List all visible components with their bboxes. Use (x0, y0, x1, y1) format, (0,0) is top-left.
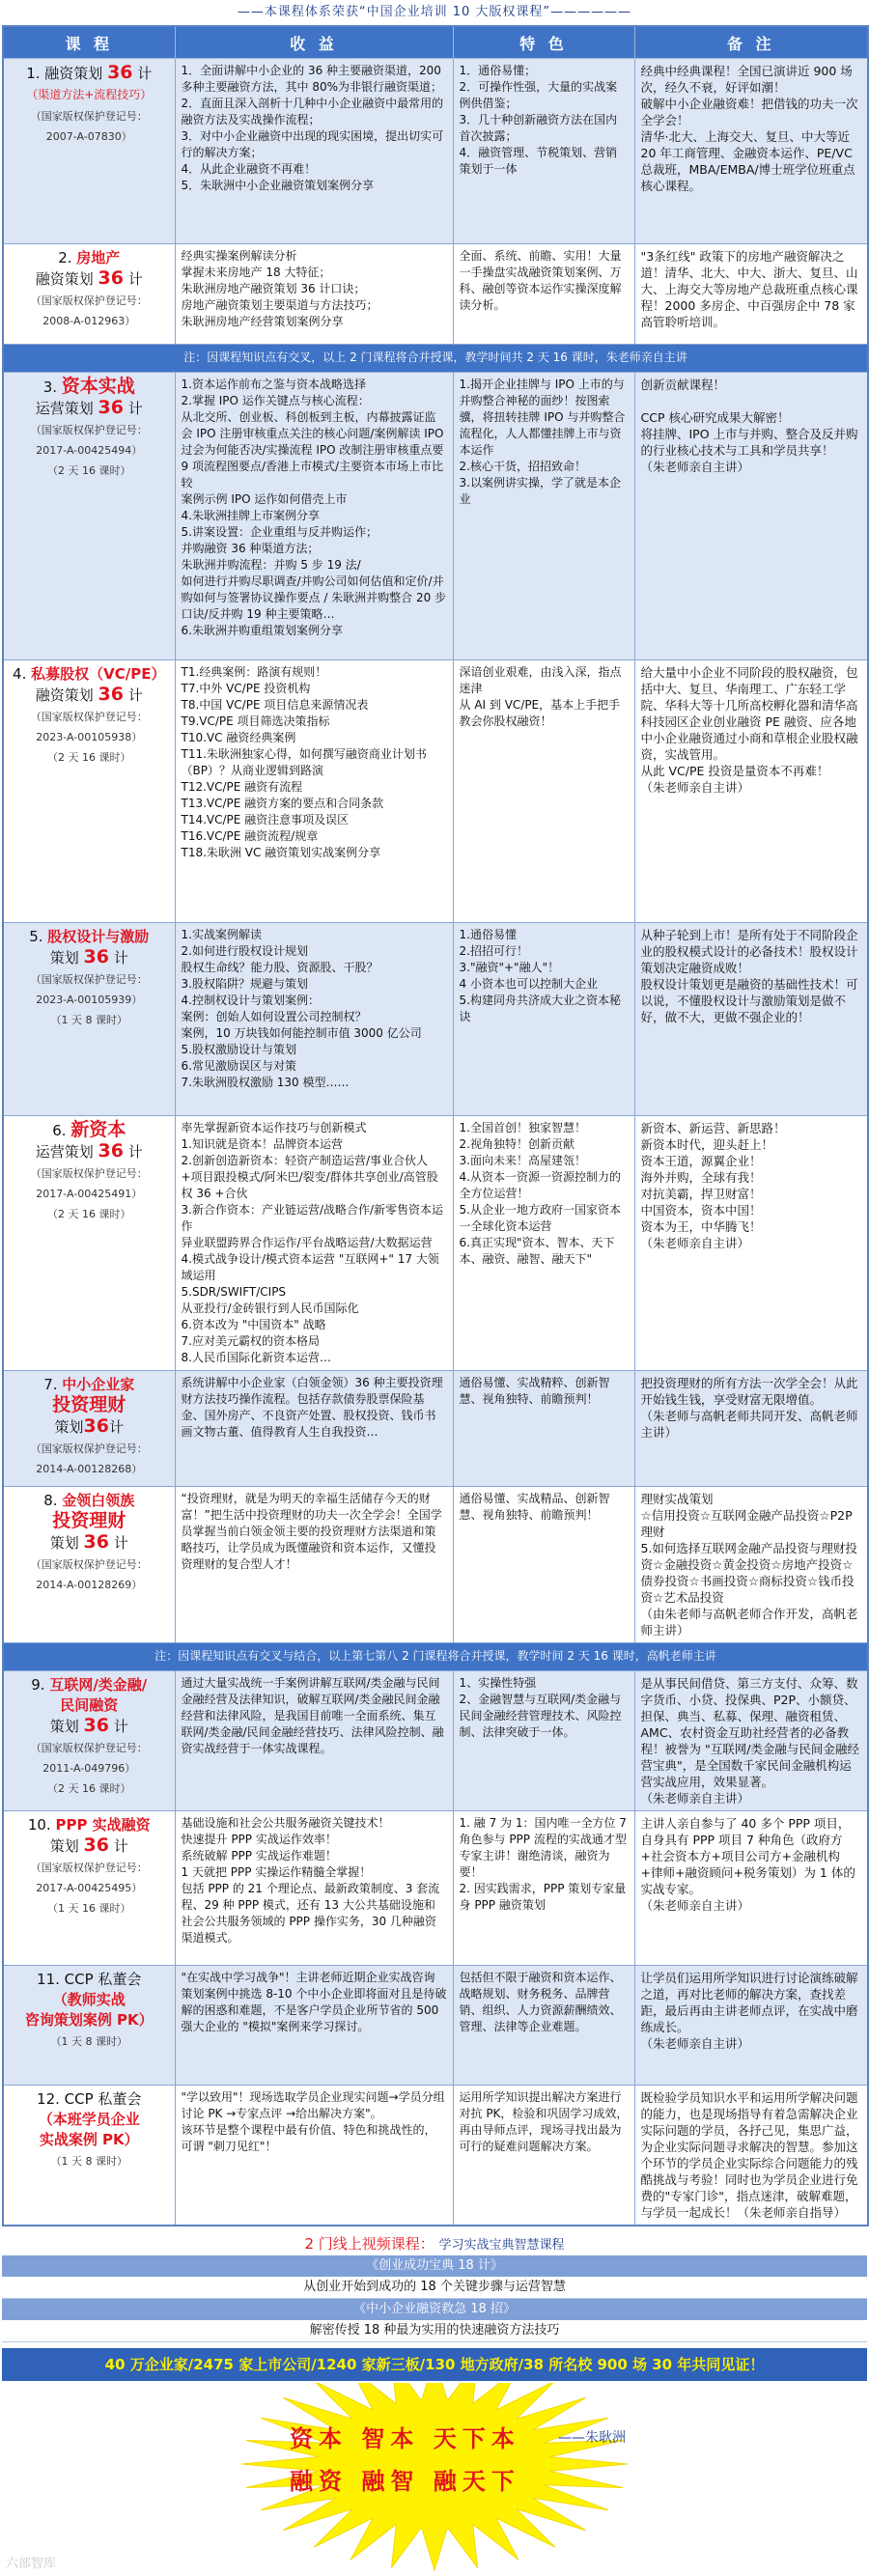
course-name-part: 12. CCP 私董会 (37, 2090, 142, 2108)
note-cell (634, 1116, 868, 1371)
feature-cell (453, 244, 634, 345)
course-row (3, 2086, 868, 2226)
course-name-part: 计 (108, 1718, 128, 1735)
copyright-registration: （1 天 8 课时） (50, 2155, 127, 2168)
course-name-part: 融资策划 (35, 686, 98, 704)
feature-cell-text: 运用所学知识提出解决方案进行对抗 PK，检验和巩固学习成效，再由导师点评，现场寻找出最为可行的疑难问题解决方案。 (459, 2090, 629, 2153)
online-course-1-title[interactable]: 《创业成功宝典 18 计》 (2, 2255, 867, 2277)
course-name-part: 计 (132, 65, 153, 82)
copyright-registration: （国家版权保护登记号： (30, 424, 148, 436)
witness-banner: 40 万企业家/2475 家上市公司/1240 家新三板/130 地方政府/38 所名校 900 场 30 年共同见证！ (2, 2348, 867, 2381)
course-name-part: 计 (108, 949, 128, 966)
benefit-cell-text: "学以致用"！现场选取学员企业现实问题→学员分组讨论 PK →专家点评 →给出解决方案"。 该环节是整个课程中最有价值、特色和挑战性的，可谓 "刺刀见红"！ (181, 2090, 445, 2153)
course-name-part: 私募股权（VC/PE） (31, 665, 166, 683)
feature-cell-text: 1. 融 7 为 1：国内唯一全方位 7 角色参与 PPP 流程的实战通才型专家主讲！谢绝清谈，融资为要！ 2. 因实践需求，PPP 策划专家量身 PPP 融资策划 (459, 1816, 627, 1912)
note-cell (634, 2086, 868, 2226)
feature-cell (453, 1487, 634, 1643)
note-cell (634, 373, 868, 660)
course-name-part: 11. CCP 私董会 (37, 1971, 142, 1988)
course-name (10, 1491, 169, 1554)
course-name-part: 策划 (49, 1718, 84, 1735)
benefit-cell-text: 率先掌握新资本运作技巧与创新模式 1.知识就是资本！品牌资本运营 2.创新创造新资本：轻资产制造运营/事业合伙人+项目跟投模式/阿米巴/裂变/群体共享创业/高管股权 36 +合伙 3.新合作资本：产业链运营/战略合作/新零售资本运作 异业联盟跨界合作运作/平台战略运营/大数据运营 4.模式战争设计/模式资本运营 "互联网+" 17 大领域运用 5.SDR/SWIFT/CIPS 从亚投行/金砖银行到人民币国际化 6.资本改为 "中国资本" 战略 7.应对美元霸权的资本格局 8.人民币国际化新资本运营… (181, 1121, 444, 1364)
online-title (0, 2232, 869, 2255)
feature-cell (453, 923, 634, 1116)
course-name-part: 金领白领族 (62, 1492, 135, 1509)
course-name-cell[interactable] (3, 1487, 175, 1643)
feature-cell-text: 通俗易懂、实战精粹、创新智慧、视角独特、前瞻预判！ (459, 1376, 610, 1406)
notice-row (3, 1643, 868, 1671)
benefit-cell (175, 1671, 453, 1811)
course-name-part: 计 (108, 1534, 128, 1552)
course-name-part: 4. (13, 665, 32, 683)
note-cell (634, 244, 868, 345)
course-name-part: 运营策划 (35, 1143, 98, 1161)
slogan-star (0, 2383, 869, 2576)
col-header-feature: 特 色 (453, 26, 634, 59)
course-name-part: 36 (107, 62, 133, 83)
note-cell (634, 1966, 868, 2086)
copyright-registration: （国家版权保护登记号： (30, 1558, 148, 1571)
slogan-line-2: 融资 融智 融天下 (290, 2467, 520, 2495)
feature-cell-text: 深谙创业艰难，由浅入深，指点迷津 从 AI 到 VC/PE，基本上手把手教会你股权融资！ (459, 665, 622, 728)
benefit-cell-text: “投资理财，就是为明天的幸福生活储存今天的财富！”把生活中投资理财的功夫一次全学会！全国学员掌握当前白领金领主要的投资理财方法渠道和策略技巧，让学员成为既懂融资和资本运作，又懂投资理财的复合型人才！ (181, 1492, 442, 1571)
feature-cell (453, 1116, 634, 1371)
copyright-registration: （国家版权保护登记号： (30, 973, 148, 986)
copyright-registration: （国家版权保护登记号： (30, 1167, 148, 1180)
copyright-registration: 2023-A-00105939） (36, 994, 143, 1006)
online-course-2-desc: 解密传授 18 种最为实用的快速融资方法技巧 (2, 2320, 867, 2342)
course-name (10, 1375, 169, 1438)
benefit-cell (175, 1371, 453, 1487)
benefit-cell (175, 1966, 453, 2086)
course-name-part: 策划 (54, 1418, 84, 1436)
course-name-cell[interactable] (3, 1116, 175, 1371)
course-name-part: 融资策划 (35, 270, 98, 288)
online-title-main: 2 门线上视频课程： (304, 2235, 434, 2253)
benefit-cell (175, 923, 453, 1116)
copyright-registration: 2017-A-00425494） (36, 444, 143, 457)
benefit-cell-text: 1.实战案例解读 2.如何进行股权设计规划 股权生命线？能力股、资源股、干股？ 3.股权陷阱？规避与策划 4.控制权设计与策划案例： 案例：创始人如何设置公司控制权？ 案例，10 万块钱如何能控制市值 3000 亿公司 5.股权激励设计与策划 6.常见激励误区与对策 7.朱耿洲股权激励 130 模型…… (181, 928, 422, 1089)
note-cell (634, 1671, 868, 1811)
course-name-part: 36 (98, 1140, 124, 1162)
copyright-registration: （1 天 8 课时） (50, 2035, 127, 2048)
feature-cell-text: 1.通俗易懂 2.招招可行！ 3."融资"+"融人"！ 4 小资本也可以控制大企业 5.构建同舟共济成大业之资本秘诀 (459, 928, 621, 1023)
course-name-part: 房地产 (76, 249, 121, 266)
table-header-row (3, 26, 868, 59)
feature-cell-text: 1．通俗易懂； 2．可操作性强，大量的实战案例供借鉴； 3．几十种创新融资方法在国内首次披露； 4．融资管理、节税策划、营销策划于一体 (459, 64, 618, 176)
copyright-registration: （1 天 16 课时） (47, 1902, 131, 1915)
benefit-cell (175, 660, 453, 923)
feature-cell (453, 1966, 634, 2086)
course-name (10, 1120, 169, 1162)
note-cell-text: 创新贡献课程！ CCP 核心研究成果大解密！ 将挂牌、IPO 上市与并购、整合及反并购的行业核心技术与工具和学员共享！ （朱老师亲自主讲） (640, 378, 858, 474)
feature-cell-text: 1.全国首创！独家智慧！ 2.视角独特！创新贡献 3.面向未来！高屋建瓴！ 4.从资本一资源一资源控制力的全方位运营！ 5.从企业一地方政府一国家资本一全球化资本运营 6.真正实现"资本、智本、天下本、融资、融智、融天下" (459, 1121, 621, 1266)
course-row (3, 244, 868, 345)
course-name-part: 计 (123, 1143, 143, 1161)
copyright-registration: （2 天 16 课时） (47, 1208, 131, 1220)
course-name-part: 资本实战 (61, 376, 135, 397)
notice-row (3, 345, 868, 373)
course-name (10, 377, 169, 419)
course-name-part: PPP 实战融资 (55, 1816, 151, 1834)
course-name-part: 计 (123, 686, 143, 704)
course-name-part: 36 (98, 267, 124, 289)
benefit-cell-text: 基础设施和社会公共服务融资关键技术！ 快速提升 PPP 实战运作效率！ 系统破解 PPP 实战运作难题！ 1 天就把 PPP 实操运作精髓全掌握！ 包括 PPP 的 21 个理论点、最新政策制度、3 套流程、29 种 PPP 模式，还有 13 大公共基础设施和社会公共服务领域的 PPP 操作实务，30 几种融资渠道模式。 (181, 1816, 440, 1945)
course-name-part: 36 (98, 397, 124, 418)
copyright-registration: （国家版权保护登记号： (30, 711, 148, 723)
feature-cell-text: 1.揭开企业挂牌与 IPO 上市的与并购整合神秘的面纱！按图索骥，将扭转挂牌 IPO 与并购整合流程化，人人都懂挂牌上市与资本运作 2.核心干货，招招致命！ 3.以案例讲实操，学了就是本企业 (459, 378, 626, 506)
copyright-registration: （国家版权保护登记号： (30, 110, 148, 123)
feature-cell-text: 1、实操性特强 2、金融智慧与互联网/类金融与民间金融经营管理技术、风险控制、法律突破于一体。 (459, 1676, 622, 1739)
col-header-benefit: 收 益 (175, 26, 453, 59)
course-name-part: 1. 融资策划 (26, 65, 108, 82)
course-name-part: 计 (108, 1837, 128, 1855)
copyright-registration: （国家版权保护登记号： (30, 1862, 148, 1874)
notice-text: 注：因课程知识点有交叉，以上 2 门课程将合并授课，教学时间共 2 天 16 课时，朱老师亲自主讲 (3, 345, 868, 373)
online-course-2-title[interactable]: 《中小企业融资救急 18 招》 (2, 2299, 867, 2320)
course-name (10, 248, 169, 290)
copyright-registration: （2 天 16 课时） (47, 751, 131, 764)
benefit-cell (175, 373, 453, 660)
note-cell-text: 让学员们运用所学知识进行讨论演练破解之道，再对比老师的解决方案，查找差距，最后再由主讲老师点评，在实战中磨练成长。 （朱老师亲自主讲） (640, 1971, 858, 2051)
copyright-registration: （1 天 8 课时） (50, 1014, 127, 1026)
note-cell (634, 59, 868, 244)
course-name-part: 策划 (49, 1534, 84, 1552)
course-name-cell[interactable] (3, 2086, 175, 2226)
course-name-part: 实战案例 PK） (39, 2131, 139, 2148)
feature-cell (453, 1811, 634, 1966)
course-name-part: 投资理财 (52, 1510, 126, 1531)
benefit-cell-text: 经典实操案例解读分析 掌握未来房地产 18 大特征； 朱耿洲房地产融资策划 36 计口诀； 房地产融资策划主要渠道与方法技巧； 朱耿洲房地产经营策划案例分享 (181, 249, 378, 328)
course-name (10, 2089, 169, 2150)
course-name-part: 36 (83, 946, 109, 967)
copyright-registration: （国家版权保护登记号： (30, 1742, 148, 1754)
benefit-cell (175, 1811, 453, 1966)
note-cell-text: 给大量中小企业不同阶段的股权融资，包括中大、复旦、华南理工、广东轻工学院、华科大等十几所高校孵化器和清华高科技园区企业创业融资 PE 融资、应各地中小企业融资通过小商和草根企业股权融资，实战管用。 从此 VC/PE 投资是量资本不再难！ （朱老师亲自主讲） (640, 665, 858, 795)
note-cell (634, 923, 868, 1116)
course-table (2, 25, 869, 2226)
course-name-part: 7. (43, 1376, 63, 1393)
course-name-part: 民间融资 (60, 1696, 119, 1714)
course-name-part: 36 (98, 684, 124, 705)
note-cell-text: 经典中经典课程！全国已演讲近 900 场次，经久不衰，好评如潮！ 破解中小企业融资难！把借钱的功夫一次全学会！ 清华·北大、上海交大、复旦、中大等近 20 年工商管理、金融资本运作、PE/VC 总裁班，MBA/EMBA/博士班学位班重点核心课程。 (640, 64, 858, 193)
copyright-registration: 2014-A-00128268） (36, 1463, 143, 1475)
course-row (3, 373, 868, 660)
course-name-cell[interactable] (3, 1966, 175, 2086)
course-name-cell[interactable] (3, 373, 175, 660)
course-name-part: 策划 (49, 1837, 84, 1855)
course-name-part: 2. (58, 249, 77, 266)
benefit-cell (175, 2086, 453, 2226)
course-name-part: 36 (83, 1531, 109, 1553)
notice-text: 注：因课程知识点有交叉与结合，以上第七第八 2 门课程将合并授课，教学时间 2 天 16 课时，高帆老师主讲 (3, 1643, 868, 1671)
benefit-cell (175, 1487, 453, 1643)
course-name (10, 1675, 169, 1737)
course-name-cell[interactable] (3, 923, 175, 1116)
course-row (3, 1671, 868, 1811)
course-name-part: 36 (83, 1715, 109, 1736)
course-name (10, 664, 169, 706)
course-name-part: 计 (123, 270, 143, 288)
course-name-part: 5. (29, 928, 48, 945)
online-courses-section (0, 2232, 869, 2342)
course-name-part: 运营策划 (35, 400, 98, 417)
copyright-registration: 2007-A-07830） (45, 130, 132, 143)
copyright-registration: 2023-A-00105938） (36, 731, 143, 743)
copyright-registration: （国家版权保护登记号： (30, 294, 148, 307)
course-name-part: 36 (83, 1834, 109, 1856)
course-name (10, 1815, 169, 1857)
course-name-cell[interactable] (3, 1671, 175, 1811)
course-name-part: （本班学员企业 (38, 2111, 140, 2128)
note-cell (634, 660, 868, 923)
online-title-sub: 学习实战宝典智慧课程 (438, 2238, 565, 2253)
course-name-part: 9. (31, 1676, 50, 1694)
course-name-cell[interactable] (3, 1811, 175, 1966)
online-course-1-desc: 从创业开始到成功的 18 个关键步骤与运营智慧 (2, 2277, 867, 2299)
copyright-registration: 2014-A-00128269） (36, 1579, 143, 1591)
header-title: ——本课程体系荣获“中国企业培训 10 大版权课程”—————— (0, 0, 869, 25)
course-name-part: 股权设计与激励 (47, 928, 150, 945)
course-name (10, 927, 169, 968)
slogan-author: ——朱耿洲 (558, 2430, 626, 2446)
note-cell-text: 既检验学员知识水平和运用所学解决问题的能力，也是现场指导有着急需解决企业实际问题的学员，各抒己见，集思广益，为企业实际问题寻求解决的智慧。参加这个环节的学员企业实际综合问题能力的残酷挑战与考验！同时也为学员企业进行免费的"专家门诊"，指点迷津，破解难题，与学员一起成长！（朱老师亲自指导） (640, 2090, 858, 2220)
note-cell-text: 新资本、新运营、新思路！ 新资本时代，迎头赶上！ 资本王道，源翼企业！ 海外并购，全球有我！ 对抗美霸，捍卫财富！ 中国资本，资本中国！ 资本为王，中华腾飞！ （朱老师亲自主讲） (640, 1121, 786, 1250)
course-row (3, 923, 868, 1116)
benefit-cell-text: T1.经典案例：路演有规则！ T7.中外 VC/PE 投资机构 T8.中国 VC/PE 项目信息来源情况表 T9.VC/PE 项目筛选决策指标 T10.VC 融资经典案例 T11.朱耿洲独家心得，如何撰写融资商业计划书（BP）？从商业逻辑到路演 T12.VC/PE 融资有流程 T13.VC/PE 融资方案的要点和合同条款 T14.VC/PE 融资注意事项及误区 T16.VC/PE 融资流程/规章 T18.朱耿洲 VC 融资策划实战案例分享 (181, 665, 427, 859)
note-cell-text: 把投资理财的所有方法一次学全会！从此开始钱生钱，享受财富无限增值。 （朱老师与高帆老师共同开发、高帆老师主讲） (640, 1376, 858, 1440)
course-name-part: 投资理财 (52, 1394, 126, 1415)
course-subtitle: （渠道方法+流程技巧） (26, 88, 153, 101)
course-name-part: 计 (123, 400, 143, 417)
course-name-part: 6. (52, 1122, 71, 1139)
copyright-registration: 2008-A-012963） (42, 315, 136, 327)
course-name-cell[interactable] (3, 244, 175, 345)
course-name-part: 计 (108, 1418, 124, 1436)
col-header-course: 课 程 (3, 26, 175, 59)
course-name-part: 互联网/类金融/ (49, 1676, 148, 1694)
benefit-cell-text: "在实战中学习战争"！主讲老师近期企业实战咨询策划案例中挑选 8-10 个中小企业即将面对且是待破解的困惑和难题，不是客户学员企业所节省的 500 强大企业的 "模拟"案例来学习探讨。 (181, 1971, 447, 2033)
col-header-note: 备 注 (634, 26, 868, 59)
note-cell-text: 从种子轮到上市！是所有处于不同阶段企业的股权模式设计的必备技术！股权设计策划决定融资成败！ 股权设计策划更是融资的基础性技术！可以说，不懂股权设计与激励策划是做不好，做不大，更做不强企业的！ (640, 928, 858, 1024)
course-name-cell[interactable] (3, 59, 175, 244)
course-name-part: 8. (43, 1492, 63, 1509)
course-name (10, 1970, 169, 2030)
benefit-cell-text: 系统讲解中小企业家（白领金领）36 种主要投资理财方法技巧操作流程。包括存款债券股票保险基金、国外房产、不良资产处置、股权投资、钱币书画文物古董、值得教育人生自我投资… (181, 1376, 443, 1439)
copyright-registration: 2017-A-00425495） (36, 1882, 143, 1894)
feature-cell-text: 通俗易懂、实战精品、创新智慧、视角独特、前瞻预判！ (459, 1492, 610, 1522)
course-name-part: 新资本 (70, 1119, 126, 1140)
note-cell (634, 1371, 868, 1487)
feature-cell (453, 373, 634, 660)
course-name-part: （教师实战 (52, 1991, 126, 2008)
feature-cell (453, 1671, 634, 1811)
note-cell (634, 1487, 868, 1643)
note-cell (634, 1811, 868, 1966)
copyright-registration: 2011-A-049796） (42, 1762, 136, 1775)
course-row (3, 1811, 868, 1966)
course-row (3, 1487, 868, 1643)
copyright-registration: （国家版权保护登记号： (30, 1442, 148, 1455)
benefit-cell-text: 1．全面讲解中小企业的 36 种主要融资渠道，200 多种主要融资方法，其中 80%为非银行融资渠道； 2．直面且深入剖析十几种中小企业融资中最常用的融资方法及实战操作流程； 3．对中小企业融资中出现的现实困境，提出切实可行的解决方案； 4．从此企业融资不再难！ 5．朱耿洲中小企业融资策划案例分享 (181, 64, 444, 192)
course-name-cell[interactable] (3, 660, 175, 923)
course-name-part: 10. (27, 1816, 56, 1834)
course-name-cell[interactable] (3, 1371, 175, 1487)
benefit-cell-text: 通过大量实战统一手案例讲解互联网/类金融与民间金融经营及法律知识，破解互联网/类金融民间金融经营和法律风险，是我国目前唯一全面系统、集互联网/类金融/民间金融经营技巧、法律风险控制、融资实战经营于一体实战课程。 (181, 1676, 444, 1755)
feature-cell (453, 1371, 634, 1487)
benefit-cell (175, 244, 453, 345)
course-name-part: 咨询策划案例 PK） (24, 2011, 154, 2029)
course-name-part: 36 (83, 1415, 109, 1437)
course-name-part: 中小企业家 (62, 1376, 135, 1393)
note-cell-text: "3条红线" 政策下的房地产融资解决之道！清华、北大、中大、浙大、复旦、山大、上海交大等房地产总裁班重点核心课程！2000 多房企、中百强房企中 78 家高管聆听培训。 (640, 249, 858, 329)
course-name (10, 63, 169, 84)
feature-cell (453, 2086, 634, 2226)
feature-cell-text: 包括但不限于融资和资本运作、战略规划、财务税务、品牌营销、组织、人力资源薪酬绩效、管理、法律等企业难题。 (459, 1971, 622, 2033)
note-cell-text: 是从事民间借贷、第三方支付、众筹、数字货币、小贷、投保典、P2P、小额贷、担保、典当、私募、保理、融资租赁、AMC、农村资金互助社经营者的必备教程！被誉为 "互联网/类金融与民间金融经营宝典"，是全国数千家民间金融机构运营实战应用，效果显著。 （朱老师亲自主讲） (640, 1676, 859, 1806)
copyright-registration: 2017-A-00425491） (36, 1188, 143, 1200)
feature-cell (453, 59, 634, 244)
benefit-cell (175, 59, 453, 244)
course-row (3, 1116, 868, 1371)
benefit-cell-text: 1.资本运作前布之鉴与资本战略选择 2.掌握 IPO 运作关键点与核心流程： 从北交所、创业板、科创板到主板，内幕披露证监会 IPO 注册审核重点关注的核心问题/案例解读 IPO 过会为何能否决/实操流程 IPO 改制注册审核重点要 9 项流程图要点/香港上市模式/主要资本市场上市比较 案例示例 IPO 运作如何借壳上市 4.朱耿洲挂牌上市案例分享 5.讲案设置：企业重组与反并购运作； 并购融资 36 种渠道方法； 朱耿洲并购流程：并购 5 步 19 法/ 如何进行并购尽职调查/并购公司如何估值和定价/并购如何与签署协议操作要点 / 朱耿洲并购整合 20 步口诀/反并购 19 种主要策略… 6.朱耿洲并购重组策划案例分享 (181, 378, 447, 637)
course-row (3, 1966, 868, 2086)
feature-cell-text: 全面、系统、前瞻、实用！大量一手操盘实战融资策划案例、万科、融创等资本运作实操深度解读分析。 (459, 249, 622, 312)
feature-cell (453, 660, 634, 923)
note-cell-text: 理财实战策划 ☆信用投资☆互联网金融产品投资☆P2P 理财 5.如何选择互联网金融产品投资与理财投资☆金融投资☆黄金投资☆房地产投资☆债券投资☆书画投资☆商标投资☆钱币投资☆艺术品投资 （由朱老师与高帆老师合作开发，高帆老师主讲） (640, 1492, 858, 1638)
copyright-registration: （2 天 16 课时） (47, 464, 131, 477)
course-name-part: 策划 (49, 949, 84, 966)
course-name-part: 3. (42, 378, 62, 396)
watermark-logo: 六部智库 (6, 2557, 57, 2571)
course-row (3, 660, 868, 923)
course-row (3, 1371, 868, 1487)
note-cell-text: 主讲人亲自参与了 40 多个 PPP 项目，自身具有 PPP 项目 7 种角色（政府方+社会资本方+项目公司方+金融机构+律师+融资顾问+税务策划）为 1 体的实战专家。 （朱老师亲自主讲） (640, 1816, 855, 1913)
benefit-cell (175, 1116, 453, 1371)
slogan-line-1: 资本 智本 天下本 (290, 2424, 520, 2452)
copyright-registration: （2 天 16 课时） (47, 1782, 131, 1795)
course-row (3, 59, 868, 244)
